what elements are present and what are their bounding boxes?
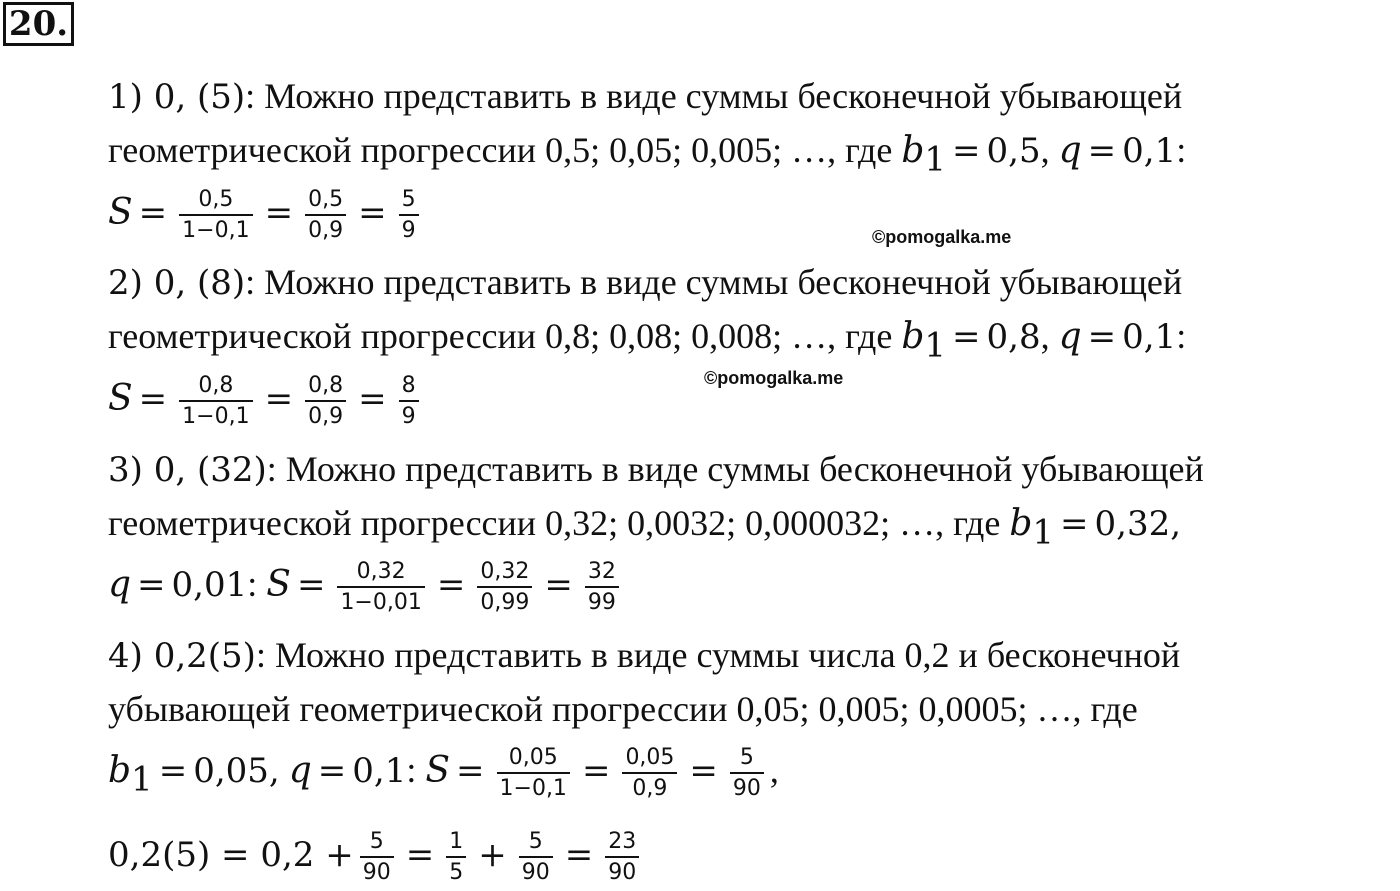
item-3-line-2: геометрической прогрессии 0,32; 0,0032; 0,000032; …, где $b_1 = 0,32$, xyxy=(108,503,1182,553)
item-3-formula: q = 0,01: S = $\frac{0,32}{1-0,01}$ = $\frac{0,32}{0,99}$ = $\frac{32}{99}$ xyxy=(108,556,625,612)
fraction: $\frac{0,05}{0,9}$ xyxy=(622,746,677,801)
item-4-line-1: 4) 0,2(5): Можно представить в виде суммы числа 0,2 и бесконечной xyxy=(108,635,1181,676)
item-3-line-1: 3) 0, (32): Можно представить в виде суммы бесконечной убывающей xyxy=(108,449,1204,490)
fraction: $\frac{8}{9}$ xyxy=(399,374,419,429)
item-4-formula: $b_1 = 0,05$, q = 0,1: S = $\frac{0,05}{1-0,1}$ = $\frac{0,05}{0,9}$ = $\frac{5}{90}$ , xyxy=(108,745,779,802)
fraction: $\frac{0,8}{0,9}$ xyxy=(305,374,346,429)
fraction: $\frac{5}{90}$ xyxy=(519,830,553,885)
fraction: $\frac{5}{90}$ xyxy=(730,746,764,801)
fraction: $\frac{23}{90}$ xyxy=(605,830,639,885)
fraction: $\frac{5}{90}$ xyxy=(360,830,394,885)
item-2-line-1: 2) 0, (8): Можно представить в виде суммы бесконечной убывающей xyxy=(108,262,1183,303)
fraction: $\frac{5}{9}$ xyxy=(399,188,419,243)
fraction: $\frac{0,05}{1-0,1}$ xyxy=(497,746,570,801)
item-2-formula: S = $\frac{0,8}{1-0,1}$ = $\frac{0,8}{0,9}$ = $\frac{8}{9}$ xyxy=(108,370,425,426)
watermark: ©pomogalka.me xyxy=(704,368,844,388)
item-1-line-1: 1) 0, (5): Можно представить в виде суммы бесконечной убывающей xyxy=(108,76,1183,117)
fraction: $\frac{0,32}{1-0,01}$ xyxy=(337,560,424,615)
item-4-final-formula: 0,2(5) = 0,2 + $\frac{5}{90}$ = $\frac{1}{5}$ + $\frac{5}{90}$ = $\frac{23}{90}$ xyxy=(108,826,645,882)
fraction: $\frac{0,8}{1-0,1}$ xyxy=(179,374,252,429)
fraction: $\frac{0,5}{0,9}$ xyxy=(305,188,346,243)
item-1-line-2: геометрической прогрессии 0,5; 0,05; 0,005; …, где $b_1 = 0,5$, q = 0,1: xyxy=(108,130,1187,180)
watermark: ©pomogalka.me xyxy=(872,227,1012,247)
item-1-lead: 1) 0, (5) xyxy=(108,77,246,117)
item-1-formula: S = $\frac{0,5}{1-0,1}$ = $\frac{0,5}{0,9}$ = $\frac{5}{9}$ xyxy=(108,184,425,240)
item-4-line-2: убывающей геометрической прогрессии 0,05; 0,005; 0,0005; …, где xyxy=(108,689,1138,729)
item-2-line-2: геометрической прогрессии 0,8; 0,08; 0,008; …, где $b_1 = 0,8$, q = 0,1: xyxy=(108,316,1187,366)
fraction: $\frac{1}{5}$ xyxy=(446,830,466,885)
task-number-badge: 20. xyxy=(3,2,74,46)
fraction: $\frac{0,5}{1-0,1}$ xyxy=(179,188,252,243)
fraction: $\frac{32}{99}$ xyxy=(585,560,619,615)
fraction: $\frac{0,32}{0,99}$ xyxy=(477,560,532,615)
